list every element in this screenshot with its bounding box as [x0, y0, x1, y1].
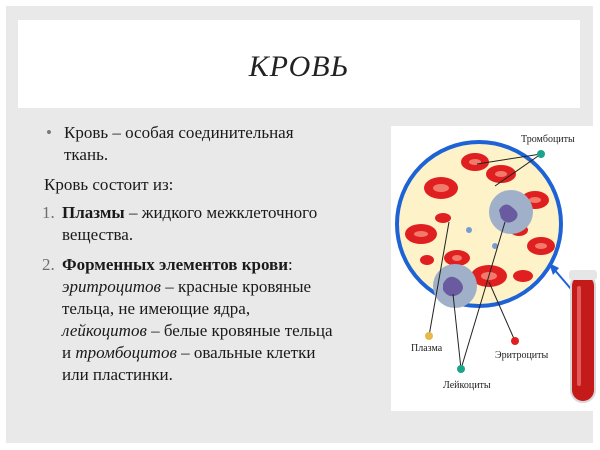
composition-list	[42, 202, 386, 386]
and-word: и	[62, 343, 76, 362]
term-platelets: тромбоцитов	[75, 343, 177, 362]
platelets-desc-1: – овальные клетки	[176, 343, 316, 362]
erythrocytes-desc-2: тельца, не имеющие ядра,	[62, 299, 251, 318]
term-leukocytes: лейкоцитов	[62, 321, 147, 340]
platelet	[466, 227, 472, 233]
label-platelets: Тромбоциты	[521, 134, 575, 145]
leukocytes-desc: – белые кровяные тельца	[146, 321, 333, 340]
erythrocyte	[435, 213, 451, 223]
erythrocyte	[405, 224, 437, 244]
label-leukocytes: Лейкоциты	[443, 380, 491, 391]
colon: :	[288, 255, 293, 274]
erythrocytes-desc-1: – красные кровяные	[160, 277, 312, 296]
erythrocyte	[461, 153, 489, 171]
blood-illustration-svg	[391, 126, 600, 411]
label-plasma: Плазма	[411, 343, 443, 354]
term-erythrocytes: эритроцитов	[62, 277, 161, 296]
plasma-desc-2: вещества.	[62, 225, 134, 244]
platelets-desc-2: или пластинки.	[62, 365, 173, 384]
bullet-text-line1: Кровь – особая соединительная	[64, 123, 294, 142]
test-tube-icon	[569, 270, 597, 402]
list-item-plasma	[42, 202, 386, 246]
blood-illustration	[391, 126, 600, 411]
platelet-marker	[537, 150, 545, 158]
list-number: 1.	[42, 203, 55, 222]
slide-title: КРОВЬ	[248, 50, 350, 83]
plasma-marker	[425, 332, 433, 340]
slide-body	[42, 122, 386, 394]
term-plasma: Плазмы	[62, 203, 125, 222]
bullet-text-line2: ткань.	[64, 145, 109, 164]
plasma-desc-1: – жидкого межклеточного	[124, 203, 318, 222]
erythrocyte	[527, 237, 555, 255]
term-formed-elements: Форменных элементов крови	[62, 255, 289, 274]
list-number: 2.	[42, 255, 55, 274]
erythrocyte	[513, 270, 533, 282]
leukocyte	[433, 264, 477, 308]
list-item-formed-elements	[42, 254, 386, 386]
leukocyte-marker	[457, 365, 465, 373]
erythrocyte-marker	[511, 337, 519, 345]
erythrocyte	[424, 177, 458, 199]
consists-text: Кровь состоит из:	[44, 175, 174, 194]
bullet-dot-icon: •	[46, 123, 52, 142]
leukocyte	[489, 190, 533, 234]
bullet-item	[46, 122, 386, 166]
label-erythrocytes: Эритроциты	[495, 350, 549, 361]
erythrocyte	[420, 255, 434, 265]
title-band	[18, 20, 580, 108]
slide	[6, 6, 593, 443]
erythrocyte	[444, 250, 470, 266]
